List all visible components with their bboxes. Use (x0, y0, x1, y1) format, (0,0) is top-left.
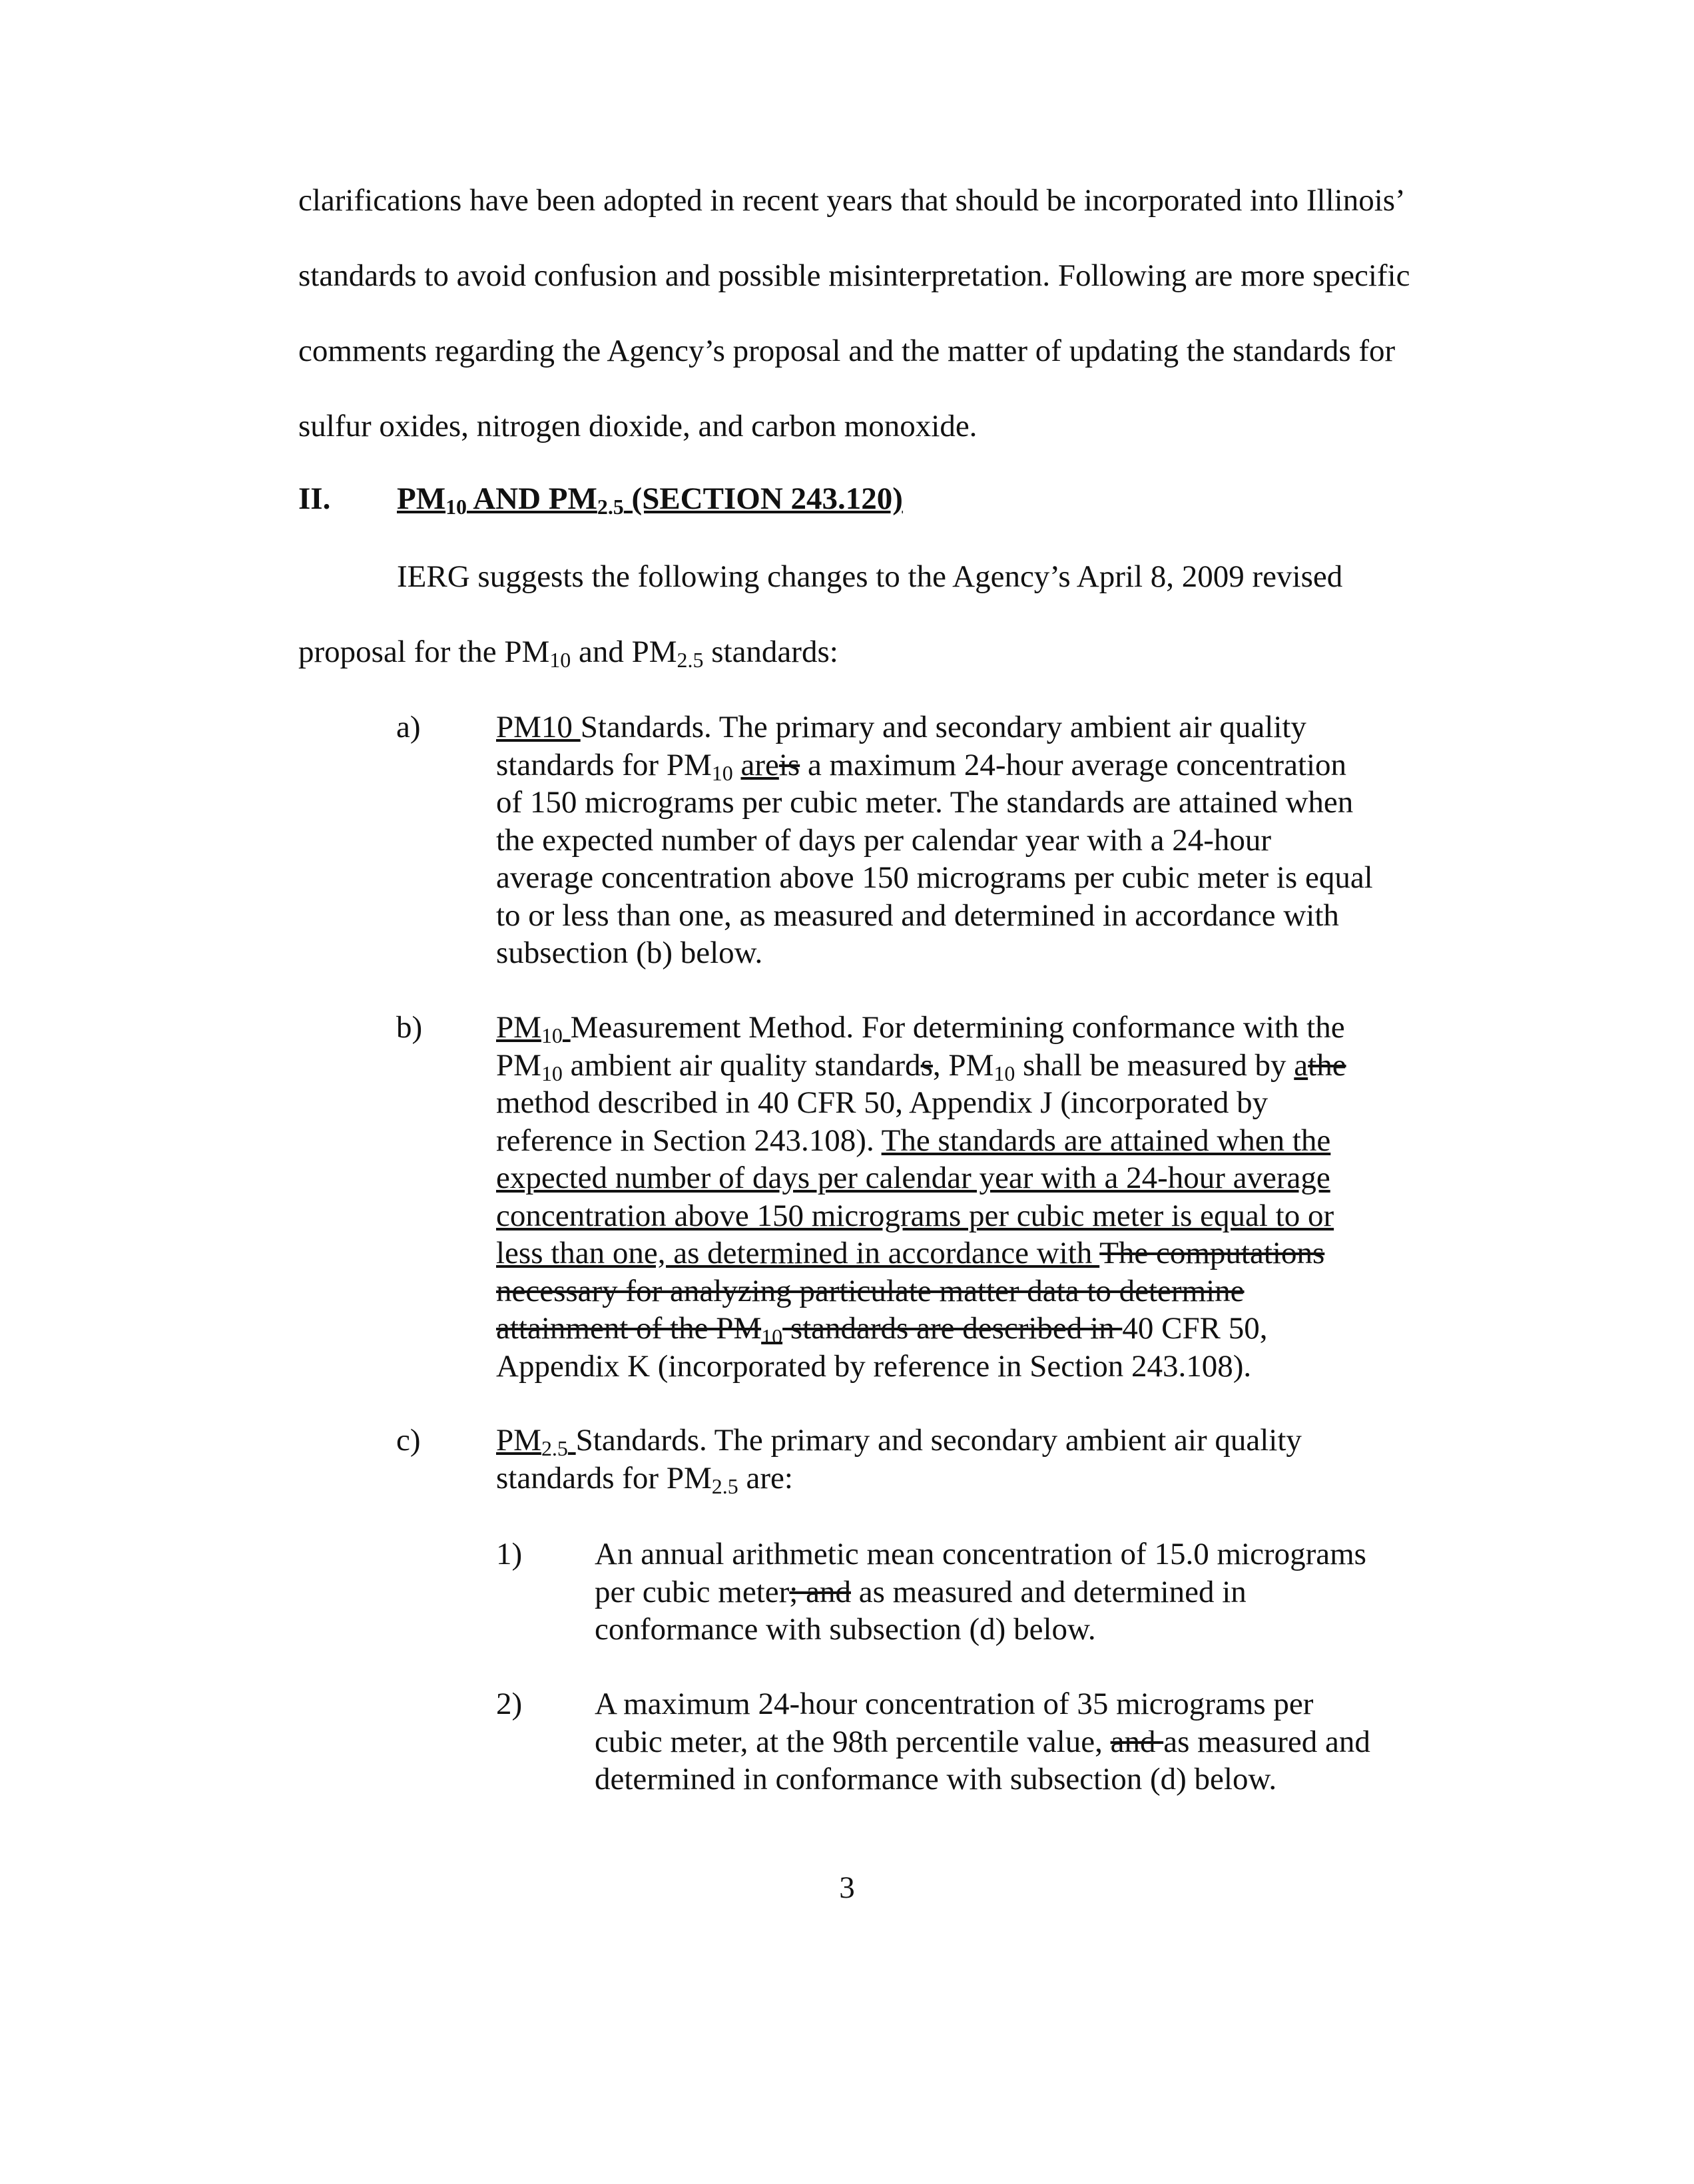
subitem-label-2: 2) (496, 1687, 523, 1721)
intro-paragraph (298, 163, 1470, 464)
insertion: are (740, 747, 779, 782)
item-a-text: PM10 Standards. The primary and secondary ambient air quality standards for $PM_{10}$ areis a maximum 24-hour average concentration of 150 micrograms per cubic meter. The standards are attained when the expected number of days per calendar year with a 24-hour average concentration above 150 micrograms per cubic meter is equal to or less than one, as measured and determined in accordance with subsection (b) below. (496, 710, 1373, 970)
lead-paragraph: IERG suggests the following changes to the Agency’s April 8, 2009 revised proposal for the $PM_{10}$ and $PM_{2.5}$ standards: (298, 559, 1343, 672)
deletion: The computations necessary for analyzing particulate matter data to determine attainment of the $PM_{10}$ standards are described in (496, 1236, 1325, 1348)
intro-line: standards to avoid confusion and possible misinterpretation. Following are more specific (298, 258, 1410, 293)
page-number: 3 (839, 1870, 855, 1905)
intro-line: comments regarding the Agency’s proposal and the matter of updating the standards for (298, 334, 1396, 368)
item-label-b: b) (396, 1010, 423, 1045)
subitem-label-1: 1) (496, 1537, 523, 1571)
intro-line: sulfur oxides, nitrogen dioxide, and carbon monoxide. (298, 409, 978, 443)
deletion: s (920, 1047, 933, 1083)
intro-line: clarifications have been adopted in recent years that should be incorporated into Illinois’ (298, 183, 1406, 218)
subitem-1-text: An annual arithmetic mean concentration of 15.0 micrograms per cubic meter; and as measured and determined in conformance with subsection (d) below. (595, 1537, 1366, 1647)
subitem-2-text: A maximum 24-hour concentration of 35 micrograms per cubic meter, at the 98th percentile value, and as measured and determined in conformance with subsection (d) below. (595, 1687, 1370, 1796)
item-label-a: a) (396, 710, 421, 744)
section-number: II. (298, 481, 331, 516)
item-b-text: $PM_{10}$ Measurement Method. For determining conformance with the $PM_{10}$ ambient air quality standards, $PM_{10}$ shall be measured by athe method described in 40 CFR 50, Appendix J (incorporated by reference in Section 243.108). The standards are attained when the expected number of days per calendar year with a 24-hour average concentration above 150 micrograms per cubic meter is equal to or less than one, as determined in accordance with The computations necessary for analyzing particulate matter data to determine attainment of the $PM_{10}$ standards are described in 40 CFR 50, Appendix K (incorporated by reference in Section 243.108). (496, 1010, 1346, 1384)
insertion: The standards are attained when the expected number of days per calendar year with a 24-hour average concentration above 150 micrograms per cubic meter is equal to or less than one, as determined in accordance with (496, 1123, 1334, 1270)
deletion: the (1308, 1047, 1346, 1083)
item-c-text: $PM_{2.5}$ Standards. The primary and secondary ambient air quality standards for $PM_{2.5}$ are: (496, 1423, 1302, 1498)
insertion: PM10 (496, 710, 581, 744)
section-title: $PM_{10}$ AND $PM_{2.5}$ (SECTION 243.120) (397, 481, 903, 519)
deletion: is (778, 747, 800, 782)
insertion: $PM_{2.5}$ (496, 1423, 568, 1460)
deletion: ; and (789, 1574, 851, 1609)
deletion: and (1110, 1724, 1164, 1759)
insertion: a (1294, 1047, 1308, 1083)
insertion: $PM_{10}$ (496, 1010, 563, 1047)
item-label-c: c) (396, 1423, 421, 1458)
